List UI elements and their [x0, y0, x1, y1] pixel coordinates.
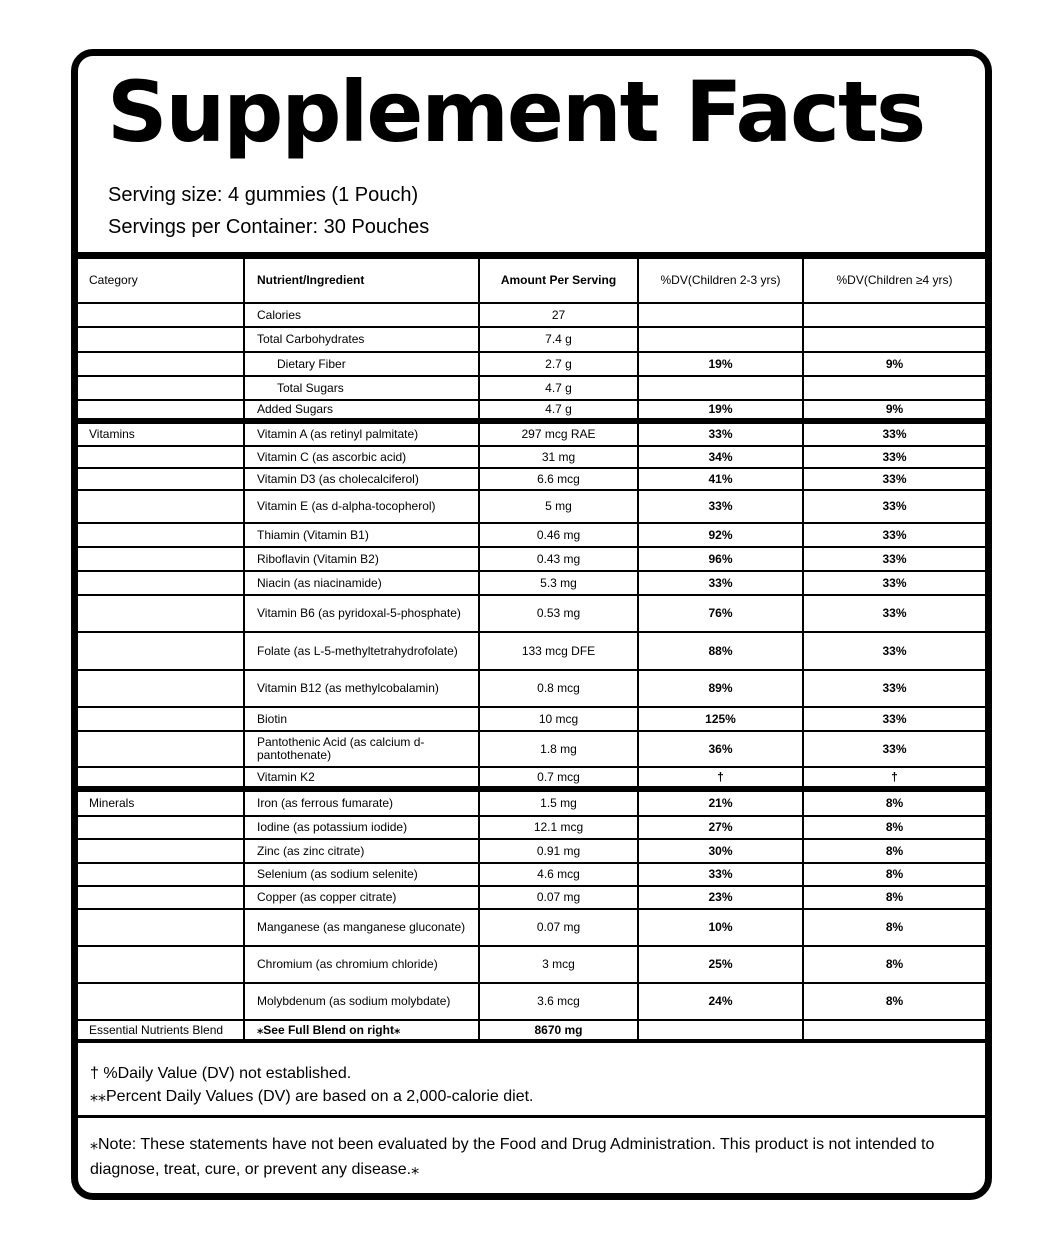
row-amount: 0.46 mg [480, 524, 639, 546]
row-dv-children-4: 33% [882, 741, 907, 756]
table-row [78, 491, 985, 524]
row-amount: 7.4 g [480, 328, 639, 351]
row-amount: 8670 mg [480, 1021, 639, 1039]
row-category [78, 887, 245, 908]
row-category [78, 491, 245, 522]
row-nutrient: Iodine (as potassium iodide) [245, 817, 480, 838]
row-dv-children-2-3: 36% [639, 732, 804, 766]
row-amount: 1.5 mg [480, 792, 639, 815]
table-row [78, 887, 985, 910]
serving-size: Serving size: 4 gummies (1 Pouch) [108, 184, 419, 206]
row-nutrient: Vitamin A (as retinyl palmitate) [245, 424, 480, 445]
row-dv-children-4 [804, 328, 985, 351]
row-amount: 2.7 g [480, 353, 639, 375]
row-amount: 12.1 mcg [480, 817, 639, 838]
row-category [78, 708, 245, 730]
row-nutrient: Thiamin (Vitamin B1) [245, 524, 480, 546]
row-dv-children-4: 33% [882, 551, 907, 566]
row-dv-children-2-3: 88% [639, 633, 804, 669]
row-dv-children-2-3: 33% [639, 424, 804, 445]
row-amount: 6.6 mcg [480, 469, 639, 489]
row-nutrient: Chromium (as chromium chloride) [245, 947, 480, 982]
row-nutrient: Vitamin C (as ascorbic acid) [245, 447, 480, 467]
row-dv-children-4: † [891, 769, 898, 784]
row-nutrient: ⁎See Full Blend on right⁎ [245, 1021, 480, 1039]
footnote-percent-dv: ⁎⁎Percent Daily Values (DV) are based on a 2,000-calorie diet. [90, 1088, 534, 1105]
row-category [78, 572, 245, 594]
row-category [78, 469, 245, 489]
row-category [78, 596, 245, 631]
row-category [78, 768, 245, 786]
row-dv-children-4 [804, 377, 985, 399]
row-nutrient: Added Sugars [245, 401, 480, 418]
row-category [78, 633, 245, 669]
page-title: Supplement Facts [107, 63, 925, 161]
row-nutrient: Calories [245, 304, 480, 326]
table-row [78, 524, 985, 548]
row-dv-children-4: 33% [882, 643, 907, 658]
row-nutrient: Molybdenum (as sodium molybdate) [245, 984, 480, 1019]
table-row [78, 864, 985, 887]
table-row [78, 910, 985, 947]
row-amount: 297 mcg RAE [480, 424, 639, 445]
row-dv-children-2-3: † [639, 768, 804, 786]
row-category [78, 548, 245, 570]
row-nutrient: Iron (as ferrous fumarate) [245, 792, 480, 815]
row-nutrient: Vitamin D3 (as cholecalciferol) [245, 469, 480, 489]
row-category [78, 732, 245, 766]
row-category [78, 947, 245, 982]
footnote-divider [78, 1115, 985, 1118]
table-row [78, 328, 985, 353]
row-category [78, 353, 245, 375]
row-dv-children-2-3: 19% [639, 401, 804, 418]
header-dv-children-4: %DV(Children ≥4 yrs) [836, 273, 953, 287]
row-nutrient: Folate (as L-5-methyltetrahydrofolate) [245, 633, 480, 669]
row-dv-children-2-3: 33% [639, 491, 804, 522]
row-nutrient: Biotin [245, 708, 480, 730]
row-dv-children-2-3 [639, 1021, 804, 1039]
table-body [78, 304, 985, 1043]
row-dv-children-2-3: 89% [639, 671, 804, 706]
header-dv-children-2-3: %DV(Children 2-3 yrs) [639, 259, 804, 302]
row-amount: 27 [480, 304, 639, 326]
table-row [78, 447, 985, 469]
table-row [78, 817, 985, 840]
row-nutrient: Zinc (as zinc citrate) [245, 840, 480, 862]
row-amount: 5.3 mg [480, 572, 639, 594]
row-nutrient: Dietary Fiber [245, 353, 480, 375]
row-category [78, 984, 245, 1019]
table-row [78, 596, 985, 633]
row-dv-children-2-3: 33% [639, 864, 804, 885]
row-dv-children-4: 8% [885, 890, 904, 904]
row-amount: 1.8 mg [480, 732, 639, 766]
row-dv-children-2-3: 23% [639, 887, 804, 908]
row-dv-children-4: 33% [882, 606, 907, 620]
row-nutrient: Copper (as copper citrate) [245, 887, 480, 908]
row-dv-children-2-3: 10% [639, 910, 804, 945]
table-row [78, 401, 985, 424]
row-amount: 4.7 g [480, 377, 639, 399]
row-dv-children-2-3: 19% [639, 353, 804, 375]
table-row [78, 768, 985, 792]
row-category [78, 524, 245, 546]
row-dv-children-4: 33% [882, 711, 907, 726]
row-dv-children-2-3: 30% [639, 840, 804, 862]
row-category: Essential Nutrients Blend [78, 1021, 245, 1039]
row-nutrient: Manganese (as manganese gluconate) [245, 910, 480, 945]
row-amount: 0.07 mg [480, 910, 639, 945]
row-dv-children-4: 33% [882, 527, 907, 542]
row-dv-children-4: 33% [882, 471, 907, 486]
servings-per-container: Servings per Container: 30 Pouches [108, 216, 430, 238]
table-row [78, 377, 985, 401]
table-row [78, 572, 985, 596]
supplement-facts-panel [71, 49, 992, 1200]
row-dv-children-4: 8% [885, 820, 904, 834]
row-category [78, 864, 245, 885]
row-nutrient: Total Sugars [245, 377, 480, 399]
row-dv-children-4: 8% [885, 867, 904, 881]
row-dv-children-4: 9% [885, 402, 904, 416]
table-row [78, 469, 985, 491]
table-row [78, 732, 985, 768]
table-row [78, 304, 985, 328]
row-category [78, 671, 245, 706]
row-category [78, 910, 245, 945]
footnotes [90, 1062, 533, 1108]
row-dv-children-4: 33% [882, 499, 907, 513]
row-nutrient: Vitamin B12 (as methylcobalamin) [245, 671, 480, 706]
row-dv-children-2-3: 21% [639, 792, 804, 815]
row-amount: 10 mcg [480, 708, 639, 730]
table-row [78, 671, 985, 708]
row-amount: 0.7 mcg [480, 768, 639, 786]
row-nutrient: Selenium (as sodium selenite) [245, 864, 480, 885]
row-dv-children-4 [804, 304, 985, 326]
row-category [78, 377, 245, 399]
row-dv-children-4 [804, 1021, 985, 1039]
row-dv-children-2-3: 27% [639, 817, 804, 838]
row-dv-children-4: 9% [885, 356, 904, 371]
row-dv-children-2-3 [639, 328, 804, 351]
row-dv-children-4: 8% [885, 796, 904, 810]
row-dv-children-2-3: 33% [639, 572, 804, 594]
row-dv-children-2-3: 25% [639, 947, 804, 982]
table-row [78, 548, 985, 572]
table-row [78, 1021, 985, 1043]
row-category [78, 447, 245, 467]
row-dv-children-4: 33% [882, 427, 907, 441]
row-amount: 4.7 g [480, 401, 639, 418]
row-category [78, 401, 245, 418]
row-dv-children-2-3: 41% [639, 469, 804, 489]
row-dv-children-2-3: 96% [639, 548, 804, 570]
row-dv-children-4: 8% [885, 843, 904, 858]
row-amount: 3.6 mcg [480, 984, 639, 1019]
row-amount: 0.53 mg [480, 596, 639, 631]
row-dv-children-2-3 [639, 304, 804, 326]
row-dv-children-2-3 [639, 377, 804, 399]
row-amount: 133 mcg DFE [480, 633, 639, 669]
footnote-dagger: † %Daily Value (DV) not established. [90, 1065, 352, 1082]
row-nutrient: Pantothenic Acid (as calcium d-pantothenate) [245, 732, 480, 766]
row-amount: 5 mg [480, 491, 639, 522]
row-amount: 4.6 mcg [480, 864, 639, 885]
row-nutrient: Vitamin B6 (as pyridoxal-5-phosphate) [245, 596, 480, 631]
row-amount: 0.8 mcg [480, 671, 639, 706]
fda-disclaimer: ⁎Note: These statements have not been evaluated by the Food and Drug Administration. This product is not intended to diagnose, treat, cure, or prevent any disease.⁎ [90, 1136, 935, 1178]
row-dv-children-2-3: 76% [639, 596, 804, 631]
row-dv-children-2-3: 34% [639, 447, 804, 467]
row-dv-children-4: 8% [885, 920, 904, 934]
row-category [78, 328, 245, 351]
row-dv-children-4: 8% [885, 994, 904, 1008]
row-category: Minerals [78, 792, 245, 815]
row-dv-children-4: 8% [885, 957, 904, 971]
header-nutrient: Nutrient/Ingredient [245, 259, 480, 302]
row-nutrient: Niacin (as niacinamide) [245, 572, 480, 594]
header-amount: Amount Per Serving [480, 259, 639, 302]
table-row [78, 840, 985, 864]
row-amount: 0.91 mg [480, 840, 639, 862]
row-amount: 3 mcg [480, 947, 639, 982]
row-dv-children-2-3: 125% [639, 708, 804, 730]
table-row [78, 424, 985, 447]
header-category: Category [78, 259, 245, 302]
table-row [78, 708, 985, 732]
table-row [78, 353, 985, 377]
row-nutrient: Total Carbohydrates [245, 328, 480, 351]
row-amount: 31 mg [480, 447, 639, 467]
table-row [78, 792, 985, 817]
row-dv-children-2-3: 92% [639, 524, 804, 546]
table-row [78, 947, 985, 984]
row-nutrient: Vitamin E (as d-alpha-tocopherol) [245, 491, 480, 522]
row-nutrient: Riboflavin (Vitamin B2) [245, 548, 480, 570]
row-category [78, 304, 245, 326]
table-header-row [78, 259, 985, 304]
table-row [78, 633, 985, 671]
row-dv-children-4: 33% [882, 681, 907, 695]
row-amount: 0.43 mg [480, 548, 639, 570]
row-dv-children-4: 33% [882, 449, 907, 464]
row-category [78, 840, 245, 862]
row-nutrient: Vitamin K2 [245, 768, 480, 786]
row-category: Vitamins [78, 424, 245, 445]
row-dv-children-4: 33% [882, 575, 907, 590]
nutrient-table [78, 252, 985, 1043]
row-amount: 0.07 mg [480, 887, 639, 908]
row-dv-children-2-3: 24% [639, 984, 804, 1019]
table-row [78, 984, 985, 1021]
row-category [78, 817, 245, 838]
